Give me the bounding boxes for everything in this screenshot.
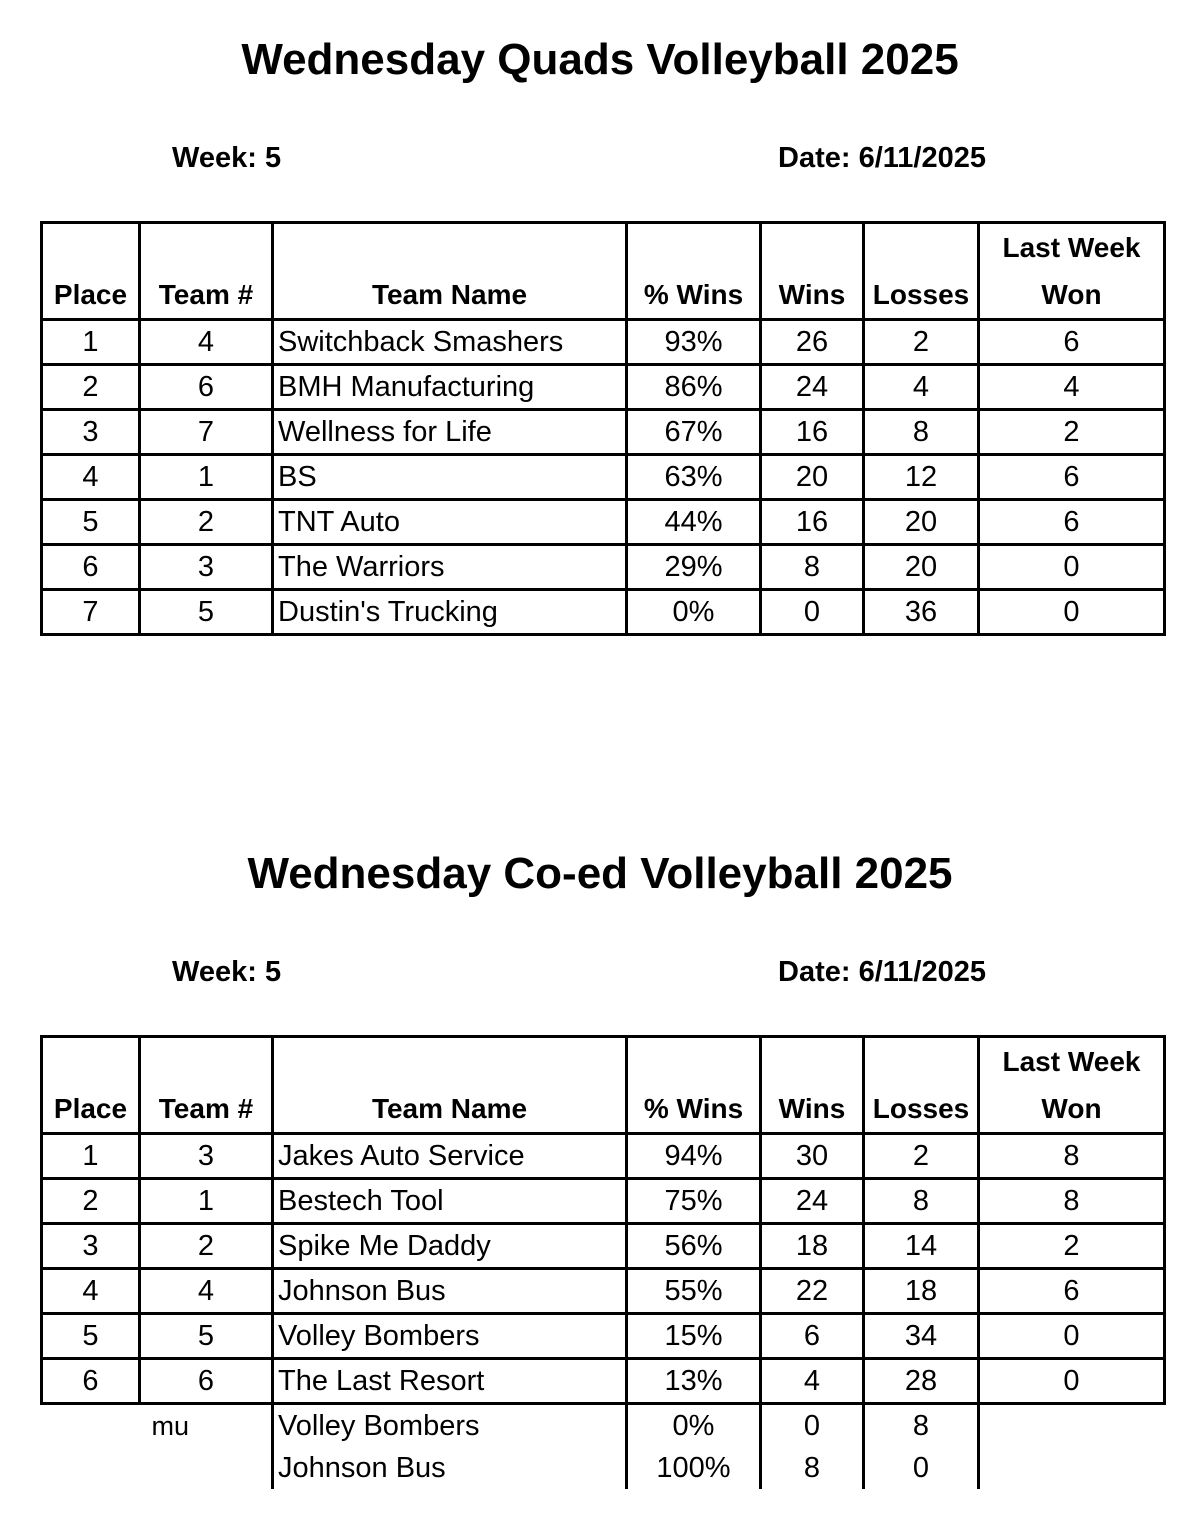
last-week-won-cell: 6 [979,320,1165,365]
wins-cell: 0 [761,1404,864,1448]
wins-cell: 16 [761,500,864,545]
last-week-won-cell: 0 [979,1359,1165,1404]
makeup-label: mu [151,1411,189,1441]
col-wins: Wins [761,1037,864,1134]
place-cell: 5 [42,500,140,545]
header-row [42,1037,1165,1134]
losses-cell: 0 [864,1447,979,1489]
last-week-won-cell: 6 [979,455,1165,500]
date-value: 6/11/2025 [858,956,986,988]
col-losses: Losses [864,1037,979,1134]
place-cell: 7 [42,590,140,635]
wins-cell: 24 [761,365,864,410]
col-wins: Wins [761,223,864,320]
place-cell: 6 [42,545,140,590]
header-row [42,223,1165,320]
date-label: Date: [778,142,851,174]
last-week-won-cell: 0 [979,590,1165,635]
col-last-week-won [979,1037,1165,1134]
team-name-cell: The Warriors [273,545,627,590]
coed-standings-table [40,1035,1166,1489]
last-week-won-cell: 0 [979,1314,1165,1359]
pct-wins-cell: 94% [627,1134,761,1179]
col-team-name: Team Name [273,1037,627,1134]
team-number-cell: 3 [140,545,273,590]
empty-cell [42,1447,273,1489]
pct-wins-cell: 100% [627,1447,761,1489]
team-name-cell: Dustin's Trucking [273,590,627,635]
pct-wins-cell: 0% [627,590,761,635]
losses-cell: 34 [864,1314,979,1359]
team-number-cell: 7 [140,410,273,455]
team-name-cell: BS [273,455,627,500]
losses-cell: 2 [864,1134,979,1179]
last-week-won-cell: 4 [979,365,1165,410]
place-cell: 6 [42,1359,140,1404]
team-name-cell: Johnson Bus [273,1447,627,1489]
losses-cell: 36 [864,590,979,635]
losses-cell: 28 [864,1359,979,1404]
table-row [42,1269,1165,1314]
losses-cell: 8 [864,410,979,455]
empty-cell [979,1404,1165,1448]
team-name-cell: Volley Bombers [273,1404,627,1448]
wins-cell: 4 [761,1359,864,1404]
team-number-cell: 3 [140,1134,273,1179]
table-row [42,1179,1165,1224]
team-name-cell: Jakes Auto Service [273,1134,627,1179]
last-week-won-cell: 8 [979,1179,1165,1224]
team-name-cell: Bestech Tool [273,1179,627,1224]
team-name-cell: Switchback Smashers [273,320,627,365]
coed-title: Wednesday Co-ed Volleyball 2025 [247,849,953,898]
team-name-cell: Johnson Bus [273,1269,627,1314]
team-number-cell: 5 [140,590,273,635]
team-name-cell: TNT Auto [273,500,627,545]
makeup-row [42,1404,1165,1448]
pct-wins-cell: 86% [627,365,761,410]
pct-wins-cell: 44% [627,500,761,545]
team-name-cell: Volley Bombers [273,1314,627,1359]
place-cell: 1 [42,1134,140,1179]
pct-wins-cell: 75% [627,1179,761,1224]
team-number-cell: 4 [140,1269,273,1314]
team-number-cell: 1 [140,1179,273,1224]
place-cell: 2 [42,1179,140,1224]
team-number-cell: 4 [140,320,273,365]
team-number-cell: 2 [140,500,273,545]
coed-week [172,958,281,987]
team-number-cell: 2 [140,1224,273,1269]
wins-cell: 0 [761,590,864,635]
place-cell: 1 [42,320,140,365]
losses-cell: 2 [864,320,979,365]
table-row [42,1224,1165,1269]
team-number-cell: 5 [140,1314,273,1359]
last-week-won-cell: 6 [979,1269,1165,1314]
place-cell: 5 [42,1314,140,1359]
wins-cell: 30 [761,1134,864,1179]
quads-title: Wednesday Quads Volleyball 2025 [241,35,959,84]
pct-wins-cell: 15% [627,1314,761,1359]
week-label: Week: [172,956,257,988]
pct-wins-cell: 67% [627,410,761,455]
team-name-cell: Spike Me Daddy [273,1224,627,1269]
place-cell: 4 [42,455,140,500]
col-pct-wins: % Wins [627,223,761,320]
place-cell: 3 [42,410,140,455]
week-label: Week: [172,142,257,174]
table-row [42,365,1165,410]
table-row [42,1359,1165,1404]
losses-cell: 8 [864,1179,979,1224]
table-row [42,1134,1165,1179]
place-cell: 3 [42,1224,140,1269]
last-week-won-cell: 8 [979,1134,1165,1179]
losses-cell: 12 [864,455,979,500]
coed-date [778,958,986,987]
quads-date [778,144,986,173]
losses-cell: 20 [864,545,979,590]
wins-cell: 6 [761,1314,864,1359]
date-value: 6/11/2025 [858,142,986,174]
quads-week [172,144,281,173]
pct-wins-cell: 56% [627,1224,761,1269]
col-place: Place [42,1037,140,1134]
losses-cell: 8 [864,1404,979,1448]
wins-cell: 8 [761,545,864,590]
col-last-week-line2: Won [1041,279,1102,310]
pct-wins-cell: 0% [627,1404,761,1448]
col-pct-wins: % Wins [627,1037,761,1134]
col-last-week-won [979,223,1165,320]
wins-cell: 22 [761,1269,864,1314]
losses-cell: 20 [864,500,979,545]
pct-wins-cell: 29% [627,545,761,590]
col-losses: Losses [864,223,979,320]
table-row [42,410,1165,455]
col-last-week-line1: Last Week [1002,1046,1141,1077]
wins-cell: 18 [761,1224,864,1269]
last-week-won-cell: 2 [979,410,1165,455]
col-place: Place [42,223,140,320]
week-value: 5 [264,956,282,988]
pct-wins-cell: 13% [627,1359,761,1404]
table-row [42,1314,1165,1359]
wins-cell: 24 [761,1179,864,1224]
team-name-cell: The Last Resort [273,1359,627,1404]
week-value: 5 [264,142,282,174]
makeup-row [42,1447,1165,1489]
last-week-won-cell: 2 [979,1224,1165,1269]
table-row [42,500,1165,545]
date-label: Date: [778,956,851,988]
col-team-number: Team # [140,1037,273,1134]
losses-cell: 4 [864,365,979,410]
pct-wins-cell: 63% [627,455,761,500]
pct-wins-cell: 55% [627,1269,761,1314]
wins-cell: 16 [761,410,864,455]
table-row [42,455,1165,500]
team-name-cell: BMH Manufacturing [273,365,627,410]
col-last-week-line2: Won [1041,1093,1102,1124]
wins-cell: 26 [761,320,864,365]
pct-wins-cell: 93% [627,320,761,365]
col-team-number: Team # [140,223,273,320]
team-number-cell: 1 [140,455,273,500]
table-row [42,320,1165,365]
team-name-cell: Wellness for Life [273,410,627,455]
last-week-won-cell: 0 [979,545,1165,590]
table-row [42,590,1165,635]
empty-cell [979,1447,1165,1489]
wins-cell: 8 [761,1447,864,1489]
table-row [42,545,1165,590]
team-number-cell: 6 [140,365,273,410]
wins-cell: 20 [761,455,864,500]
team-number-cell: 6 [140,1359,273,1404]
quads-standings-table [40,221,1166,636]
col-team-name: Team Name [273,223,627,320]
losses-cell: 18 [864,1269,979,1314]
place-cell: 4 [42,1269,140,1314]
last-week-won-cell: 6 [979,500,1165,545]
col-last-week-line1: Last Week [1002,232,1141,263]
losses-cell: 14 [864,1224,979,1269]
place-cell: 2 [42,365,140,410]
